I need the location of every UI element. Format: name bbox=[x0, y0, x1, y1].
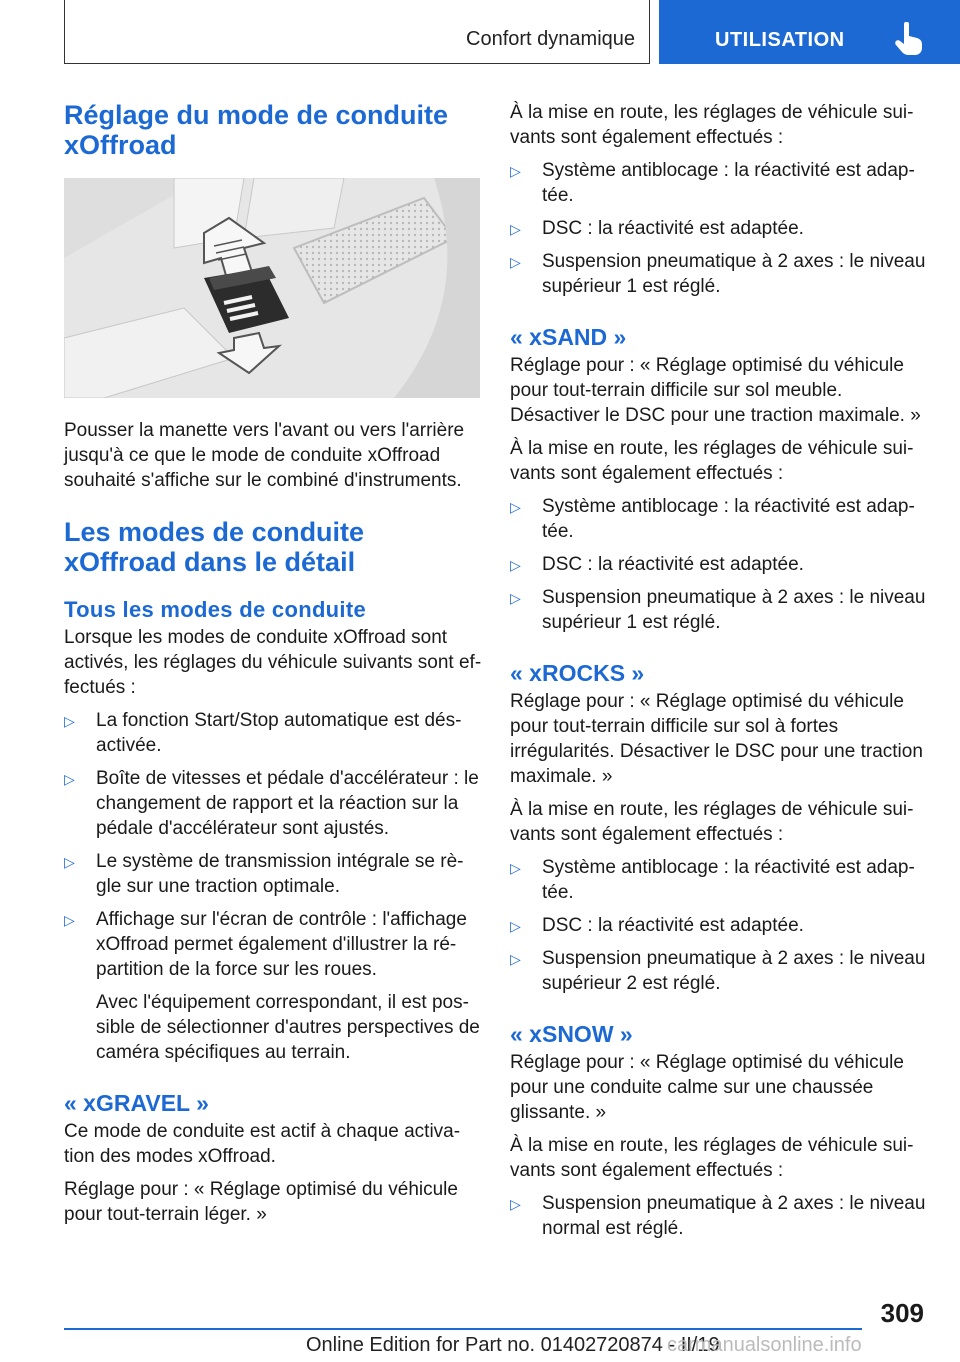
edition-text: Online Edition for Part no. 01402720874 - II/19 bbox=[306, 1334, 720, 1356]
paragraph-snow-startup: À la mise en route, les réglages de véhicule sui-vants sont également effectués : bbox=[510, 1135, 914, 1181]
list-all-modes bbox=[64, 708, 482, 982]
right-column bbox=[510, 100, 928, 1241]
list-item: ▷ Suspension pneumatique à 2 axes : le niveau supérieur 1 est réglé. bbox=[510, 251, 926, 297]
header-section-title: Confort dynamique bbox=[466, 28, 635, 50]
header-chapter-label: UTILISATION bbox=[715, 29, 845, 51]
bullet-triangle-icon: ▷ bbox=[510, 1196, 521, 1212]
left-column bbox=[64, 100, 482, 1227]
heading-xsnow: « xSNOW » bbox=[510, 1021, 633, 1047]
list-item: ▷ Suspension pneumatique à 2 axes : le niveau normal est réglé. bbox=[510, 1193, 926, 1239]
paragraph-all-modes: Lorsque les modes de conduite xOffroad sont activés, les réglages du véhicule suivants sont ef-fectués : bbox=[64, 627, 482, 698]
list-item: ▷ DSC : la réactivité est adaptée. bbox=[510, 216, 928, 241]
watermark-text: carmanualsonline.info bbox=[667, 1334, 862, 1356]
heading-xgravel: « xGRAVEL » bbox=[64, 1090, 209, 1116]
heading-xsand: « xSAND » bbox=[510, 324, 627, 350]
heading-xoffroad-setting: Réglage du mode de conduite xOffroad bbox=[64, 100, 449, 160]
list-sand bbox=[510, 494, 928, 635]
paragraph-rocks-setting: Réglage pour : « Réglage optimisé du véhicule pour tout-terrain difficile sur sol à fortes irrégularités. Désactiver le DSC pour une traction maximale. » bbox=[510, 691, 923, 787]
bullet-triangle-icon: ▷ bbox=[64, 854, 75, 870]
heading-modes-detail: Les modes de conduite xOffroad dans le détail bbox=[64, 517, 365, 577]
page-number: 309 bbox=[880, 1298, 924, 1328]
paragraph-gravel-active: Ce mode de conduite est actif à chaque activa-tion des modes xOffroad. bbox=[64, 1121, 461, 1167]
header-chapter-tab bbox=[659, 0, 960, 64]
paragraph-gravel-setting: Réglage pour : « Réglage optimisé du véhicule pour tout-terrain léger. » bbox=[64, 1179, 458, 1225]
bullet-triangle-icon: ▷ bbox=[510, 951, 521, 967]
paragraph-camera-note: Avec l'équipement correspondant, il est pos-sible de sélectionner d'autres perspectives de caméra spécifiques au terrain. bbox=[96, 992, 480, 1063]
bullet-triangle-icon: ▷ bbox=[510, 254, 521, 270]
paragraph-sand-startup: À la mise en route, les réglages de véhicule sui-vants sont également effectués : bbox=[510, 438, 914, 484]
bullet-triangle-icon: ▷ bbox=[510, 557, 521, 573]
list-rocks bbox=[510, 855, 928, 996]
list-item: ▷ DSC : la réactivité est adaptée. bbox=[510, 552, 928, 577]
bullet-triangle-icon: ▷ bbox=[510, 163, 521, 179]
list-item: ▷ La fonction Start/Stop automatique est dés-activée. bbox=[64, 710, 462, 756]
heading-all-modes: Tous les modes de conduite bbox=[64, 597, 366, 622]
pointing-hand-icon bbox=[895, 22, 925, 56]
list-item: ▷ Boîte de vitesses et pédale d'accélérateur : le changement de rapport et la réaction sur la pédale d'accélérateur sont ajustés. bbox=[64, 768, 479, 839]
paragraph-push-lever: Pousser la manette vers l'avant ou vers l'arrière jusqu'à ce que le mode de conduite xOffroad souhaité s'affiche sur le combiné d'instruments. bbox=[64, 420, 465, 491]
drive-mode-switch-illustration bbox=[64, 178, 480, 398]
paragraph-sand-setting: Réglage pour : « Réglage optimisé du véhicule pour tout-terrain difficile sur sol meuble. Désactiver le DSC pour une traction maximale. » bbox=[510, 355, 921, 426]
header-section-box bbox=[64, 0, 650, 64]
bullet-triangle-icon: ▷ bbox=[510, 860, 521, 876]
bullet-triangle-icon: ▷ bbox=[510, 590, 521, 606]
list-item: ▷ Système antiblocage : la réactivité est adap-tée. bbox=[510, 160, 915, 206]
paragraph-gravel-startup: À la mise en route, les réglages de véhicule sui-vants sont également effectués : bbox=[510, 102, 914, 148]
bullet-triangle-icon: ▷ bbox=[510, 499, 521, 515]
paragraph-rocks-startup: À la mise en route, les réglages de véhicule sui-vants sont également effectués : bbox=[510, 799, 914, 845]
footer-divider bbox=[64, 1328, 862, 1330]
list-snow bbox=[510, 1191, 928, 1241]
list-item: ▷ Suspension pneumatique à 2 axes : le niveau supérieur 1 est réglé. bbox=[510, 587, 926, 633]
list-item: ▷ Suspension pneumatique à 2 axes : le niveau supérieur 2 est réglé. bbox=[510, 948, 926, 994]
heading-xrocks: « xROCKS » bbox=[510, 660, 645, 686]
bullet-triangle-icon: ▷ bbox=[510, 221, 521, 237]
list-item: ▷ Le système de transmission intégrale se rè-gle sur une traction optimale. bbox=[64, 851, 464, 897]
list-item: ▷ Système antiblocage : la réactivité est adap-tée. bbox=[510, 496, 915, 542]
bullet-triangle-icon: ▷ bbox=[510, 918, 521, 934]
paragraph-snow-setting: Réglage pour : « Réglage optimisé du véhicule pour une conduite calme sur une chaussée glissante. » bbox=[510, 1052, 904, 1123]
bullet-triangle-icon: ▷ bbox=[64, 713, 75, 729]
bullet-triangle-icon: ▷ bbox=[64, 771, 75, 787]
list-item: ▷ Système antiblocage : la réactivité est adap-tée. bbox=[510, 857, 915, 903]
list-gravel bbox=[510, 158, 928, 299]
bullet-triangle-icon: ▷ bbox=[64, 912, 75, 928]
list-item: ▷ Affichage sur l'écran de contrôle : l'affichage xOffroad permet également d'illustrer la ré-partition de la force sur les roues. bbox=[64, 909, 467, 980]
list-item: ▷ DSC : la réactivité est adaptée. bbox=[510, 913, 928, 938]
